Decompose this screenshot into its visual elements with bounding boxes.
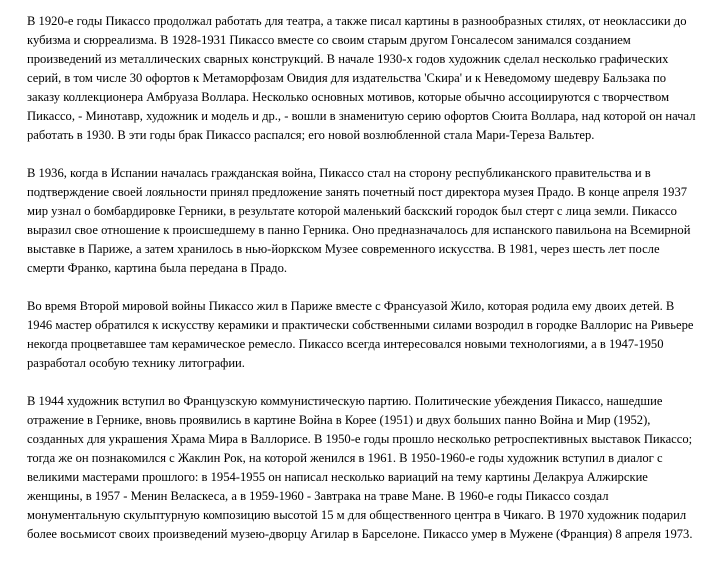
paragraph-1936-guernica: В 1936, когда в Испании началась гражданская война, Пикассо стал на сторону республиканского правительства и в подтверждение своей лояльности принял предложение занять почетный пост директора музея Прадо. В конце апреля 1937 мир узнал о бомбардировке Герники, в результате которой маленький баскский городок был стерт с лица земли. Пикассо выразил свое отношение к происшедшему в панно Герника. Оно предназначалось для испанского павильона на Всемирной выставке в Париже, а затем хранилось в нью-йоркском Музее современного искусства. В 1981, через шесть лет после смерти Франко, картина была передана в Прадо. bbox=[27, 166, 691, 275]
paragraph-1920s: В 1920-е годы Пикассо продолжал работать для театра, а также писал картины в разнообразных стилях, от неоклассики до кубизма и сюрреализма. В 1928-1931 Пикассо вместе со своим старым другом Гонсалесом занимался созданием произведений из металлических сварных конструкций. В начале 1930-х годов художник сделал несколько графических серий, в том числе 30 офортов к Метаморфозам Овидия для издательства 'Скира' и к Неведомому шедевру Бальзака по заказу коллекционера Амбруаза Воллара. Несколько основных мотивов, которые обычно ассоциируются с творчеством Пикассо, - Минотавр, художник и модель и др., - вошли в знаменитую серию офортов Сюита Воллара, над которой он начал работать в 1930. В эти годы брак Пикассо распался; его новой возлюбленной стала Мари-Тереза Вальтер. bbox=[27, 14, 696, 142]
paragraph-wwii-ceramics: Во время Второй мировой войны Пикассо жил в Париже вместе с Франсуазой Жило, которая родила ему двоих детей. В 1946 мастер обратился к искусству керамики и практически собственными силами возродил в городке Валлорис на Ривьере некогда процветавшее там керамическое ремесло. Пикассо всегда интересовался новыми технологиями, а в 1947-1950 разработал особую технику литографии. bbox=[27, 299, 694, 370]
paragraph-1944-later-years: В 1944 художник вступил во Французскую коммунистическую партию. Политические убеждения Пикассо, нашедшие отражение в Гернике, вновь проявились в картине Война в Корее (1951) и двух больших панно Война и Мир (1952), созданных для украшения Храма Мира в Валлорисе. В 1950-е годы прошло несколько ретроспективных выставок Пикассо; тогда же он познакомился с Жаклин Рок, на которой женился в 1961. В 1950-1960-е годы художник вступил в диалог с великими мастерами прошлого: в 1954-1955 он написал несколько вариаций на тему картины Делакруа Алжирские женщины, в 1957 - Менин Веласкеса, а в 1959-1960 - Завтрака на траве Мане. В 1960-е годы Пикассо создал монументальную скульптурную композицию высотой 15 м для общественного центра в Чикаго. В 1970 художник подарил более восьмисот своих произведений музею-дворцу Агилар в Барселоне. Пикассо умер в Мужене (Франция) 8 апреля 1973. bbox=[27, 394, 693, 541]
document-page bbox=[27, 12, 697, 563]
